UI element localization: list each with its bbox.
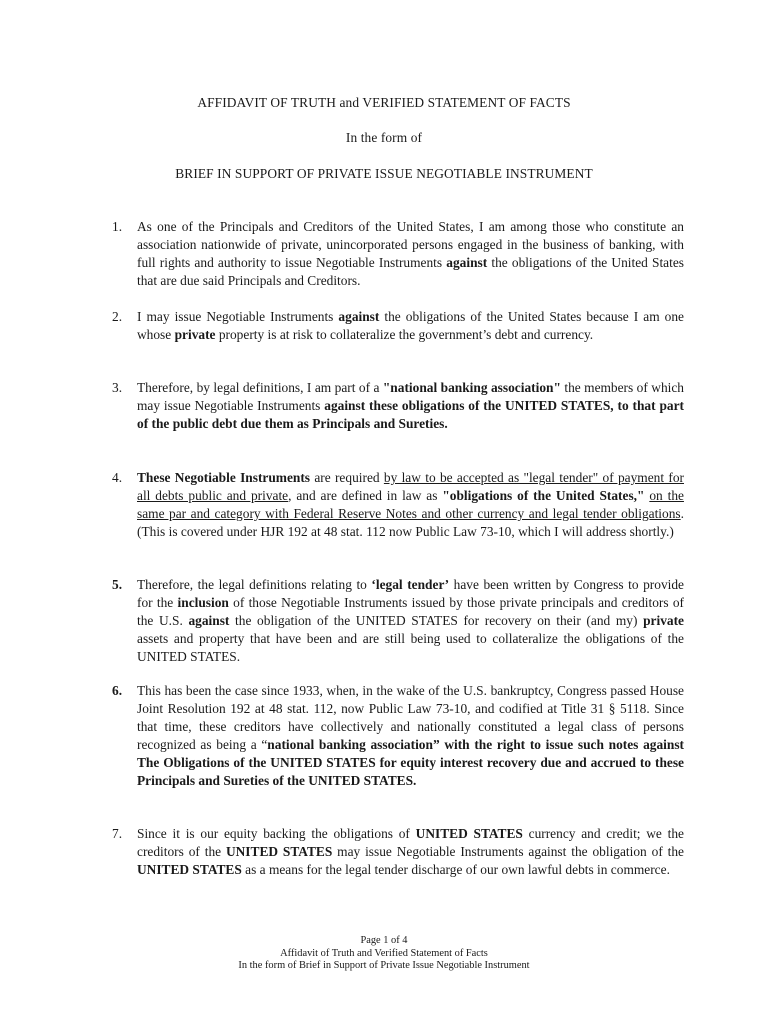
paragraph-text: These Negotiable Instruments are required by law to be accepted as "legal tender" of payment for all debts public and private, and are defined in law as "obligations of the United States," on the same par and category with Federal Reserve Notes and other currency and legal tender obligations. (This is covered under HJR 192 at 48 stat. 112 now Public Law 73-10, which I will address shortly.) (137, 470, 684, 539)
paragraph-number: 1. (112, 219, 123, 234)
paragraph-4 (112, 469, 684, 541)
paragraph-number: 2. (112, 309, 123, 324)
paragraph-1 (112, 218, 684, 290)
paragraph-text: As one of the Principals and Creditors of the United States, I am among those who constitute an association nationwide of private, unincorporated persons engaged in the business of banking, with full rights and authority to issue Negotiable Instruments against the obligations of the United States that are due said Principals and Creditors. (137, 219, 685, 288)
paragraph-2 (112, 308, 684, 344)
paragraph-number: 3. (112, 380, 123, 395)
footer-line-2: In the form of Brief in Support of Private Issue Negotiable Instrument (238, 960, 530, 972)
paragraph-number: 7. (112, 826, 123, 841)
paragraph-text: Therefore, the legal definitions relating to ‘legal tender’ have been written by Congress to provide for the inclusion of those Negotiable Instruments issued by those private principals and creditors of the U.S. against the obligation of the UNITED STATES for recovery on their (and my) private assets and property that have been and are still being used to collateralize the obligations of the UNITED STATES. (137, 577, 684, 664)
paragraph-7 (112, 825, 684, 879)
document-title: AFFIDAVIT OF TRUTH and VERIFIED STATEMENT OF FACTS (197, 95, 571, 110)
paragraph-text: I may issue Negotiable Instruments against the obligations of the United States because I am one whose private property is at risk to collateralize the government’s debt and currency. (137, 309, 684, 342)
footer-line-1: Affidavit of Truth and Verified Statement of Facts (280, 947, 488, 959)
paragraph-text: Therefore, by legal definitions, I am part of a "national banking association" the members of which may issue Negotiable Instruments against these obligations of the UNITED STATES, to that part of the public debt due them as Principals and Sureties. (137, 380, 684, 431)
paragraph-3 (112, 379, 684, 433)
paragraph-6 (112, 682, 684, 789)
paragraph-text: Since it is our equity backing the obligations of UNITED STATES currency and credit; we the creditors of the UNITED STATES may issue Negotiable Instruments against the obligation of the UNITED STATES as a means for the legal tender discharge of our own lawful debts in commerce. (137, 826, 685, 877)
page-number: Page 1 of 4 (360, 935, 408, 946)
paragraph-number: 5. (112, 577, 123, 592)
paragraph-5 (112, 576, 684, 666)
paragraph-text: This has been the case since 1933, when, in the wake of the U.S. bankruptcy, Congress passed House Joint Resolution 192 at 48 stat. 112, now Public Law 73-10, and codified at Title 31 § 5118. Since that time, these creditors have collectively and nationally constituted a legal class of persons recognized as being a “national banking association” with the right to issue such notes against The Obligations of the UNITED STATES for equity interest recovery due and accrued to these Principals and Sureties of the UNITED STATES. (137, 683, 684, 788)
document-subtitle: BRIEF IN SUPPORT OF PRIVATE ISSUE NEGOTIABLE INSTRUMENT (175, 166, 593, 181)
paragraph-number: 4. (112, 470, 123, 485)
page-footer (0, 935, 768, 973)
form-of-line: In the form of (345, 130, 423, 145)
paragraph-number: 6. (112, 683, 123, 698)
